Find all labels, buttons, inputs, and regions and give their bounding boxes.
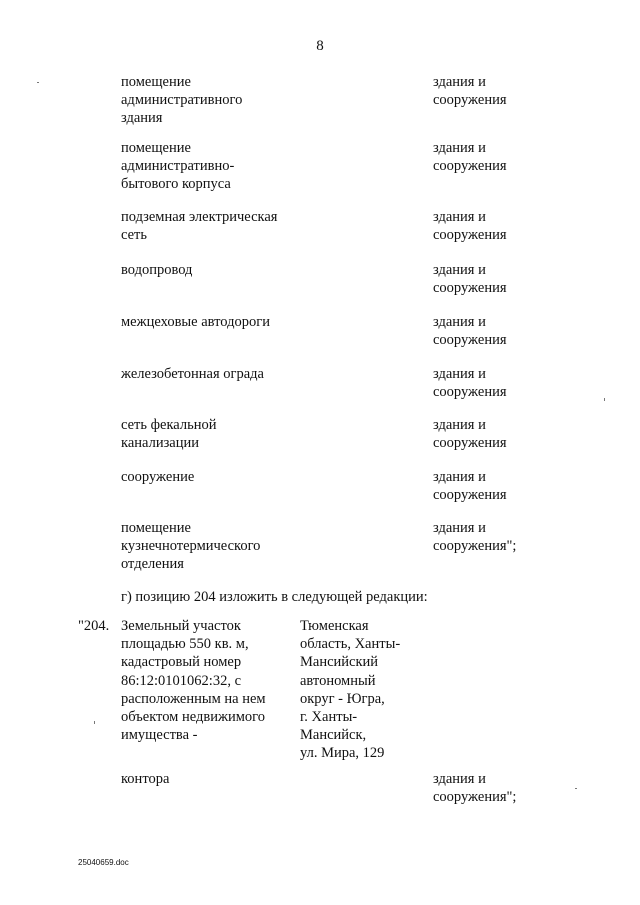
scan-speck	[575, 788, 577, 789]
description-line: площадью 550 кв. м,	[121, 636, 249, 653]
description-line: кадастровый номер	[121, 654, 242, 671]
scan-speck	[604, 398, 605, 401]
property-category-line: сооружения";	[433, 789, 517, 806]
scan-speck	[94, 721, 95, 724]
property-name-line: сооружение	[121, 469, 195, 485]
property-name	[121, 261, 321, 279]
property-name-line: помещение	[121, 74, 191, 90]
property-name	[121, 416, 321, 452]
property-name-line: сеть	[121, 227, 147, 244]
property-name	[121, 468, 321, 486]
address-line: Мансийск,	[300, 727, 367, 744]
page-number: 8	[316, 38, 324, 54]
property-category	[433, 313, 613, 349]
description-line: имущества -	[121, 727, 198, 744]
property-name-line: административно-	[121, 158, 235, 175]
position-address	[300, 617, 430, 763]
instruction-paragraph: г) позицию 204 изложить в следующей редакции:	[121, 589, 428, 605]
property-name-line: железобетонная ограда	[121, 366, 264, 382]
property-name	[121, 313, 321, 331]
property-category-line: здания и	[433, 209, 486, 225]
address-line: область, Ханты-	[300, 636, 401, 653]
property-category-line: сооружения	[433, 332, 507, 349]
position-number: "204.	[78, 618, 110, 634]
address-line: ул. Мира, 129	[300, 745, 385, 762]
document-footer: 25040659.doc	[78, 858, 129, 867]
address-line: автономный	[300, 672, 376, 689]
scan-speck	[37, 82, 39, 83]
property-name-line: бытового корпуса	[121, 176, 231, 193]
description-line: расположенным на нем	[121, 690, 266, 707]
property-category	[433, 416, 613, 452]
property-category	[433, 73, 613, 109]
property-category	[433, 208, 613, 244]
property-name	[121, 73, 321, 128]
property-category	[433, 139, 613, 175]
property-name-line: канализации	[121, 435, 200, 452]
property-name-line: контора	[121, 771, 170, 787]
property-category-line: здания и	[433, 314, 486, 330]
address-line: Мансийский	[300, 654, 379, 671]
address-line: Тюменская	[300, 618, 369, 634]
property-category-line: сооружения	[433, 435, 507, 452]
property-name-line: помещение	[121, 140, 191, 156]
property-name-line: помещение	[121, 520, 191, 536]
property-category-line: здания и	[433, 74, 486, 90]
property-category-line: сооружения	[433, 227, 507, 244]
property-category-line: сооружения	[433, 92, 507, 109]
property-name	[121, 365, 321, 383]
address-line: округ - Югра,	[300, 690, 385, 707]
property-name-line: административного	[121, 92, 243, 109]
address-line: г. Ханты-	[300, 709, 358, 726]
property-name-line: сеть фекальной	[121, 417, 217, 433]
property-category-line: здания и	[433, 520, 486, 536]
property-category	[433, 519, 613, 555]
property-name-line: водопровод	[121, 262, 193, 278]
property-name	[121, 208, 321, 244]
description-line: Земельный участок	[121, 618, 241, 634]
property-category	[433, 365, 613, 401]
description-line: объектом недвижимого	[121, 709, 266, 726]
property-category-line: здания и	[433, 469, 486, 485]
property-category	[433, 770, 613, 806]
property-category-line: сооружения	[433, 280, 507, 297]
property-category-line: сооружения	[433, 384, 507, 401]
description-line: 86:12:0101062:32, с	[121, 672, 242, 689]
property-name-line: кузнечнотермического	[121, 538, 261, 555]
property-name	[121, 519, 321, 574]
property-category-line: здания и	[433, 771, 486, 787]
property-category-line: сооружения	[433, 487, 507, 504]
property-category-line: сооружения	[433, 158, 507, 175]
property-category-line: здания и	[433, 262, 486, 278]
property-category	[433, 468, 613, 504]
property-category-line: здания и	[433, 140, 486, 156]
position-description	[121, 617, 291, 744]
property-name-line: подземная электрическая	[121, 209, 278, 225]
property-name	[121, 770, 321, 788]
property-name-line: межцеховые автодороги	[121, 314, 270, 330]
property-name	[121, 139, 321, 194]
property-name-line: здания	[121, 110, 163, 127]
property-category	[433, 261, 613, 297]
property-category-line: здания и	[433, 366, 486, 382]
property-category-line: здания и	[433, 417, 486, 433]
property-name-line: отделения	[121, 556, 184, 573]
property-category-line: сооружения";	[433, 538, 517, 555]
